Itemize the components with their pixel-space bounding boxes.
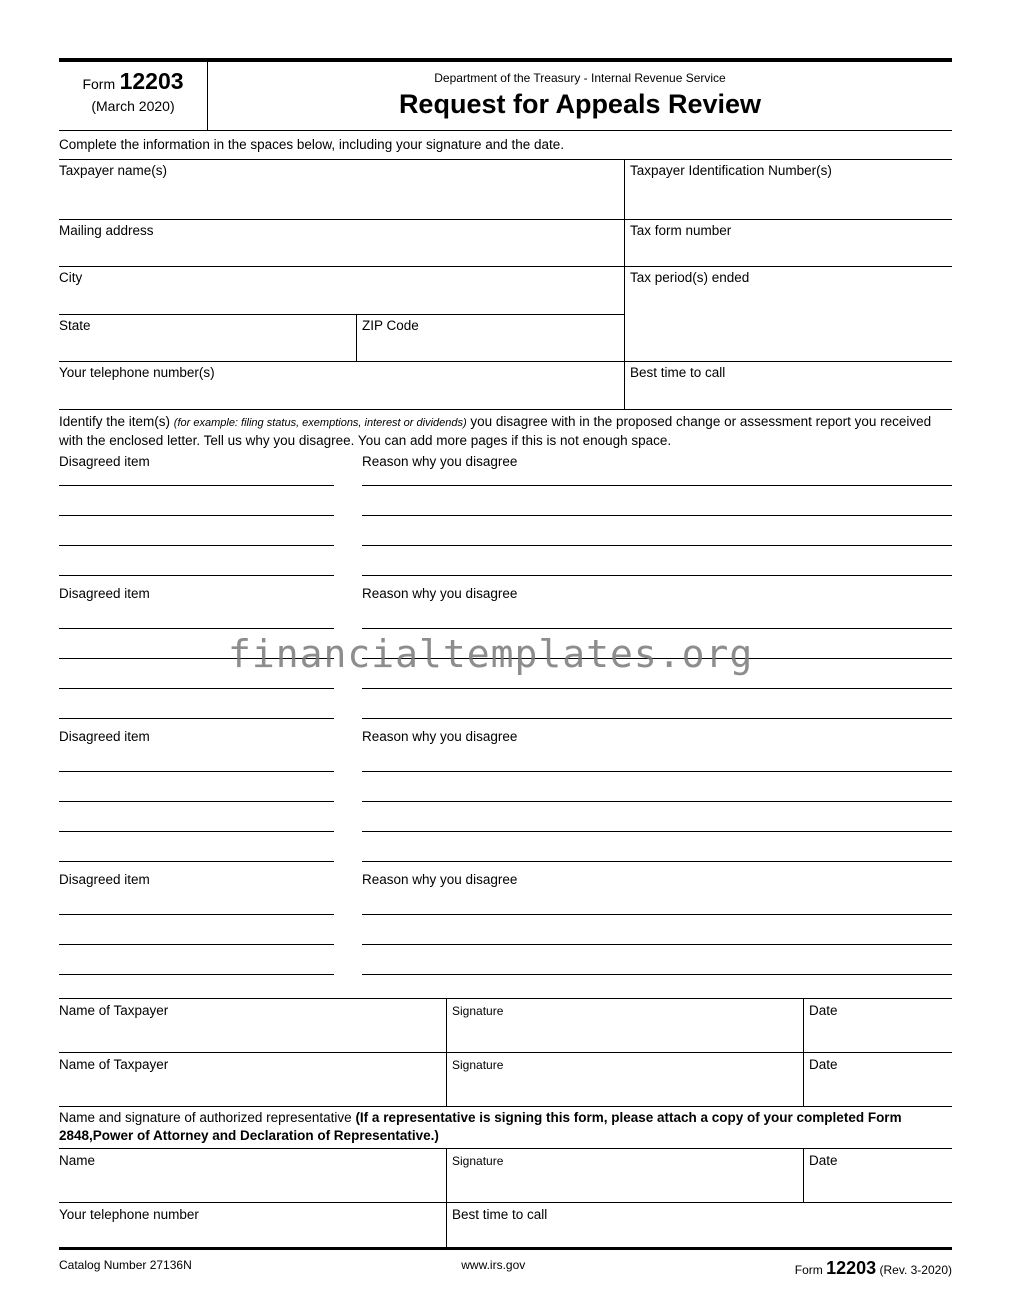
rep-telephone-label: Your telephone number (59, 1207, 199, 1222)
disagreed-item-label: Disagreed item (59, 872, 150, 887)
identify-part1: Identify the item(s) (59, 414, 174, 429)
reason-line[interactable] (362, 892, 952, 915)
catalog-number: Catalog Number 27136N (59, 1258, 192, 1272)
signature-1-field[interactable] (446, 999, 803, 1052)
reason-label: Reason why you disagree (362, 454, 518, 469)
reason-line[interactable] (362, 915, 952, 945)
telephone-field[interactable] (59, 362, 624, 409)
rep-name-field[interactable] (59, 1149, 446, 1202)
date-label: Date (809, 1057, 838, 1072)
tax-form-number-field[interactable] (624, 220, 952, 266)
reason-line[interactable] (362, 474, 952, 486)
name-of-taxpayer-label: Name of Taxpayer (59, 1003, 169, 1018)
rep-best-time-label: Best time to call (452, 1207, 548, 1222)
disagreed-item-line[interactable] (59, 474, 334, 486)
rep-note-bold: (If a representative is signing this form, please attach a copy of your completed Form 2848,Power of Attorney and Declaration of Representative.) (59, 1110, 902, 1143)
representative-note (59, 1106, 952, 1148)
signature-block (59, 998, 952, 1250)
reason-label: Reason why you disagree (362, 729, 518, 744)
disagreed-item-line[interactable] (59, 832, 334, 862)
footer-form-word: Form (794, 1263, 823, 1277)
title-box (208, 62, 952, 130)
form-id-box (59, 62, 208, 130)
disagree-group-1 (59, 450, 952, 576)
reason-line[interactable] (362, 516, 952, 546)
reason-line[interactable] (362, 832, 952, 862)
reason-line[interactable] (362, 749, 952, 772)
disagreed-item-line[interactable] (59, 516, 334, 546)
form-word: Form (82, 76, 116, 92)
disagreed-item-line[interactable] (59, 546, 334, 576)
taxpayer-name-1-field[interactable] (59, 999, 446, 1052)
representative-signature-row (59, 1148, 952, 1202)
intro-text: Complete the information in the spaces below, including your signature and the date. (59, 131, 952, 160)
disagreed-item-line[interactable] (59, 486, 334, 516)
identify-instructions (59, 410, 952, 450)
tin-label: Taxpayer Identification Number(s) (630, 163, 832, 178)
watermark: financialtemplates.org (228, 632, 754, 676)
reason-line[interactable] (362, 802, 952, 832)
best-time-field[interactable] (624, 362, 952, 409)
website-link[interactable]: www.irs.gov (461, 1258, 526, 1272)
reason-label: Reason why you disagree (362, 586, 518, 601)
city-state-block (59, 267, 952, 362)
zip-label: ZIP Code (362, 318, 419, 333)
disagreed-item-line[interactable] (59, 606, 334, 629)
rep-date-field[interactable] (803, 1149, 952, 1202)
rep-telephone-row (59, 1202, 952, 1250)
reason-label: Reason why you disagree (362, 872, 518, 887)
state-label: State (59, 318, 91, 333)
footer-revision: (Rev. 3-2020) (879, 1263, 952, 1277)
taxpayer-name-label: Taxpayer name(s) (59, 163, 168, 178)
disagreed-item-label: Disagreed item (59, 586, 150, 601)
identify-example: (for example: filing status, exemptions, interest or dividends) (173, 417, 467, 429)
tax-period-field[interactable] (625, 267, 952, 362)
tin-field[interactable] (624, 160, 952, 219)
disagreed-item-label: Disagreed item (59, 729, 150, 744)
signature-label: Signature (452, 1058, 504, 1072)
rep-note-plain: Name and signature of authorized representative (59, 1110, 356, 1125)
reason-line[interactable] (362, 546, 952, 576)
footer-form-id (795, 1258, 952, 1279)
form-page (59, 58, 952, 975)
date-2-field[interactable] (803, 1053, 952, 1106)
name-of-taxpayer-label: Name of Taxpayer (59, 1057, 169, 1072)
disagreed-item-line[interactable] (59, 689, 334, 719)
taxpayer-name-field[interactable] (59, 160, 624, 219)
telephone-label: Your telephone number(s) (59, 365, 215, 380)
zip-field[interactable] (356, 315, 624, 361)
disagreed-item-line[interactable] (59, 772, 334, 802)
footer-form-number: 12203 (826, 1258, 877, 1278)
form-number: 12203 (119, 68, 184, 94)
rep-name-label: Name (59, 1153, 96, 1168)
taxpayer-name-2-field[interactable] (59, 1053, 446, 1106)
form-title: Request for Appeals Review (398, 89, 762, 119)
taxpayer-signature-row-2 (59, 1052, 952, 1106)
reason-line[interactable] (362, 772, 952, 802)
disagreed-item-line[interactable] (59, 915, 334, 945)
disagree-group-3 (59, 725, 952, 862)
mailing-address-field[interactable] (59, 220, 624, 266)
taxpayer-signature-row-1 (59, 998, 952, 1052)
tax-form-number-label: Tax form number (630, 223, 732, 238)
rep-telephone-field[interactable] (59, 1203, 446, 1250)
signature-2-field[interactable] (446, 1053, 803, 1106)
row-telephone (59, 362, 952, 410)
rep-best-time-field[interactable] (446, 1203, 952, 1250)
identify-part2: you disagree with in the proposed change or assessment report you received with the enclosed letter. Tell us why you disagree. You can add more pages if this is not enough space. (59, 414, 932, 448)
department-label: Department of the Treasury - Internal Revenue Service (434, 71, 726, 85)
form-date: (March 2020) (91, 98, 175, 114)
row-names (59, 160, 952, 220)
date-label: Date (809, 1003, 838, 1018)
disagreed-item-line[interactable] (59, 892, 334, 915)
row-address (59, 220, 952, 267)
reason-line[interactable] (362, 606, 952, 629)
rep-signature-field[interactable] (446, 1149, 803, 1202)
city-label: City (59, 270, 83, 285)
form-header (59, 58, 952, 131)
reason-line[interactable] (362, 945, 952, 975)
state-field[interactable] (59, 315, 356, 361)
mailing-address-label: Mailing address (59, 223, 154, 238)
signature-label: Signature (452, 1154, 504, 1168)
tax-period-label: Tax period(s) ended (630, 270, 750, 285)
reason-line[interactable] (362, 689, 952, 719)
disagreed-item-line[interactable] (59, 945, 334, 975)
city-field[interactable] (59, 267, 624, 315)
form-footer (59, 1247, 952, 1279)
disagreed-item-label: Disagreed item (59, 454, 150, 469)
date-1-field[interactable] (803, 999, 952, 1052)
signature-label: Signature (452, 1004, 504, 1018)
disagree-group-4 (59, 868, 952, 975)
date-label: Date (809, 1153, 838, 1168)
best-time-label: Best time to call (630, 365, 726, 380)
disagreed-item-line[interactable] (59, 802, 334, 832)
disagreed-item-line[interactable] (59, 749, 334, 772)
reason-line[interactable] (362, 486, 952, 516)
